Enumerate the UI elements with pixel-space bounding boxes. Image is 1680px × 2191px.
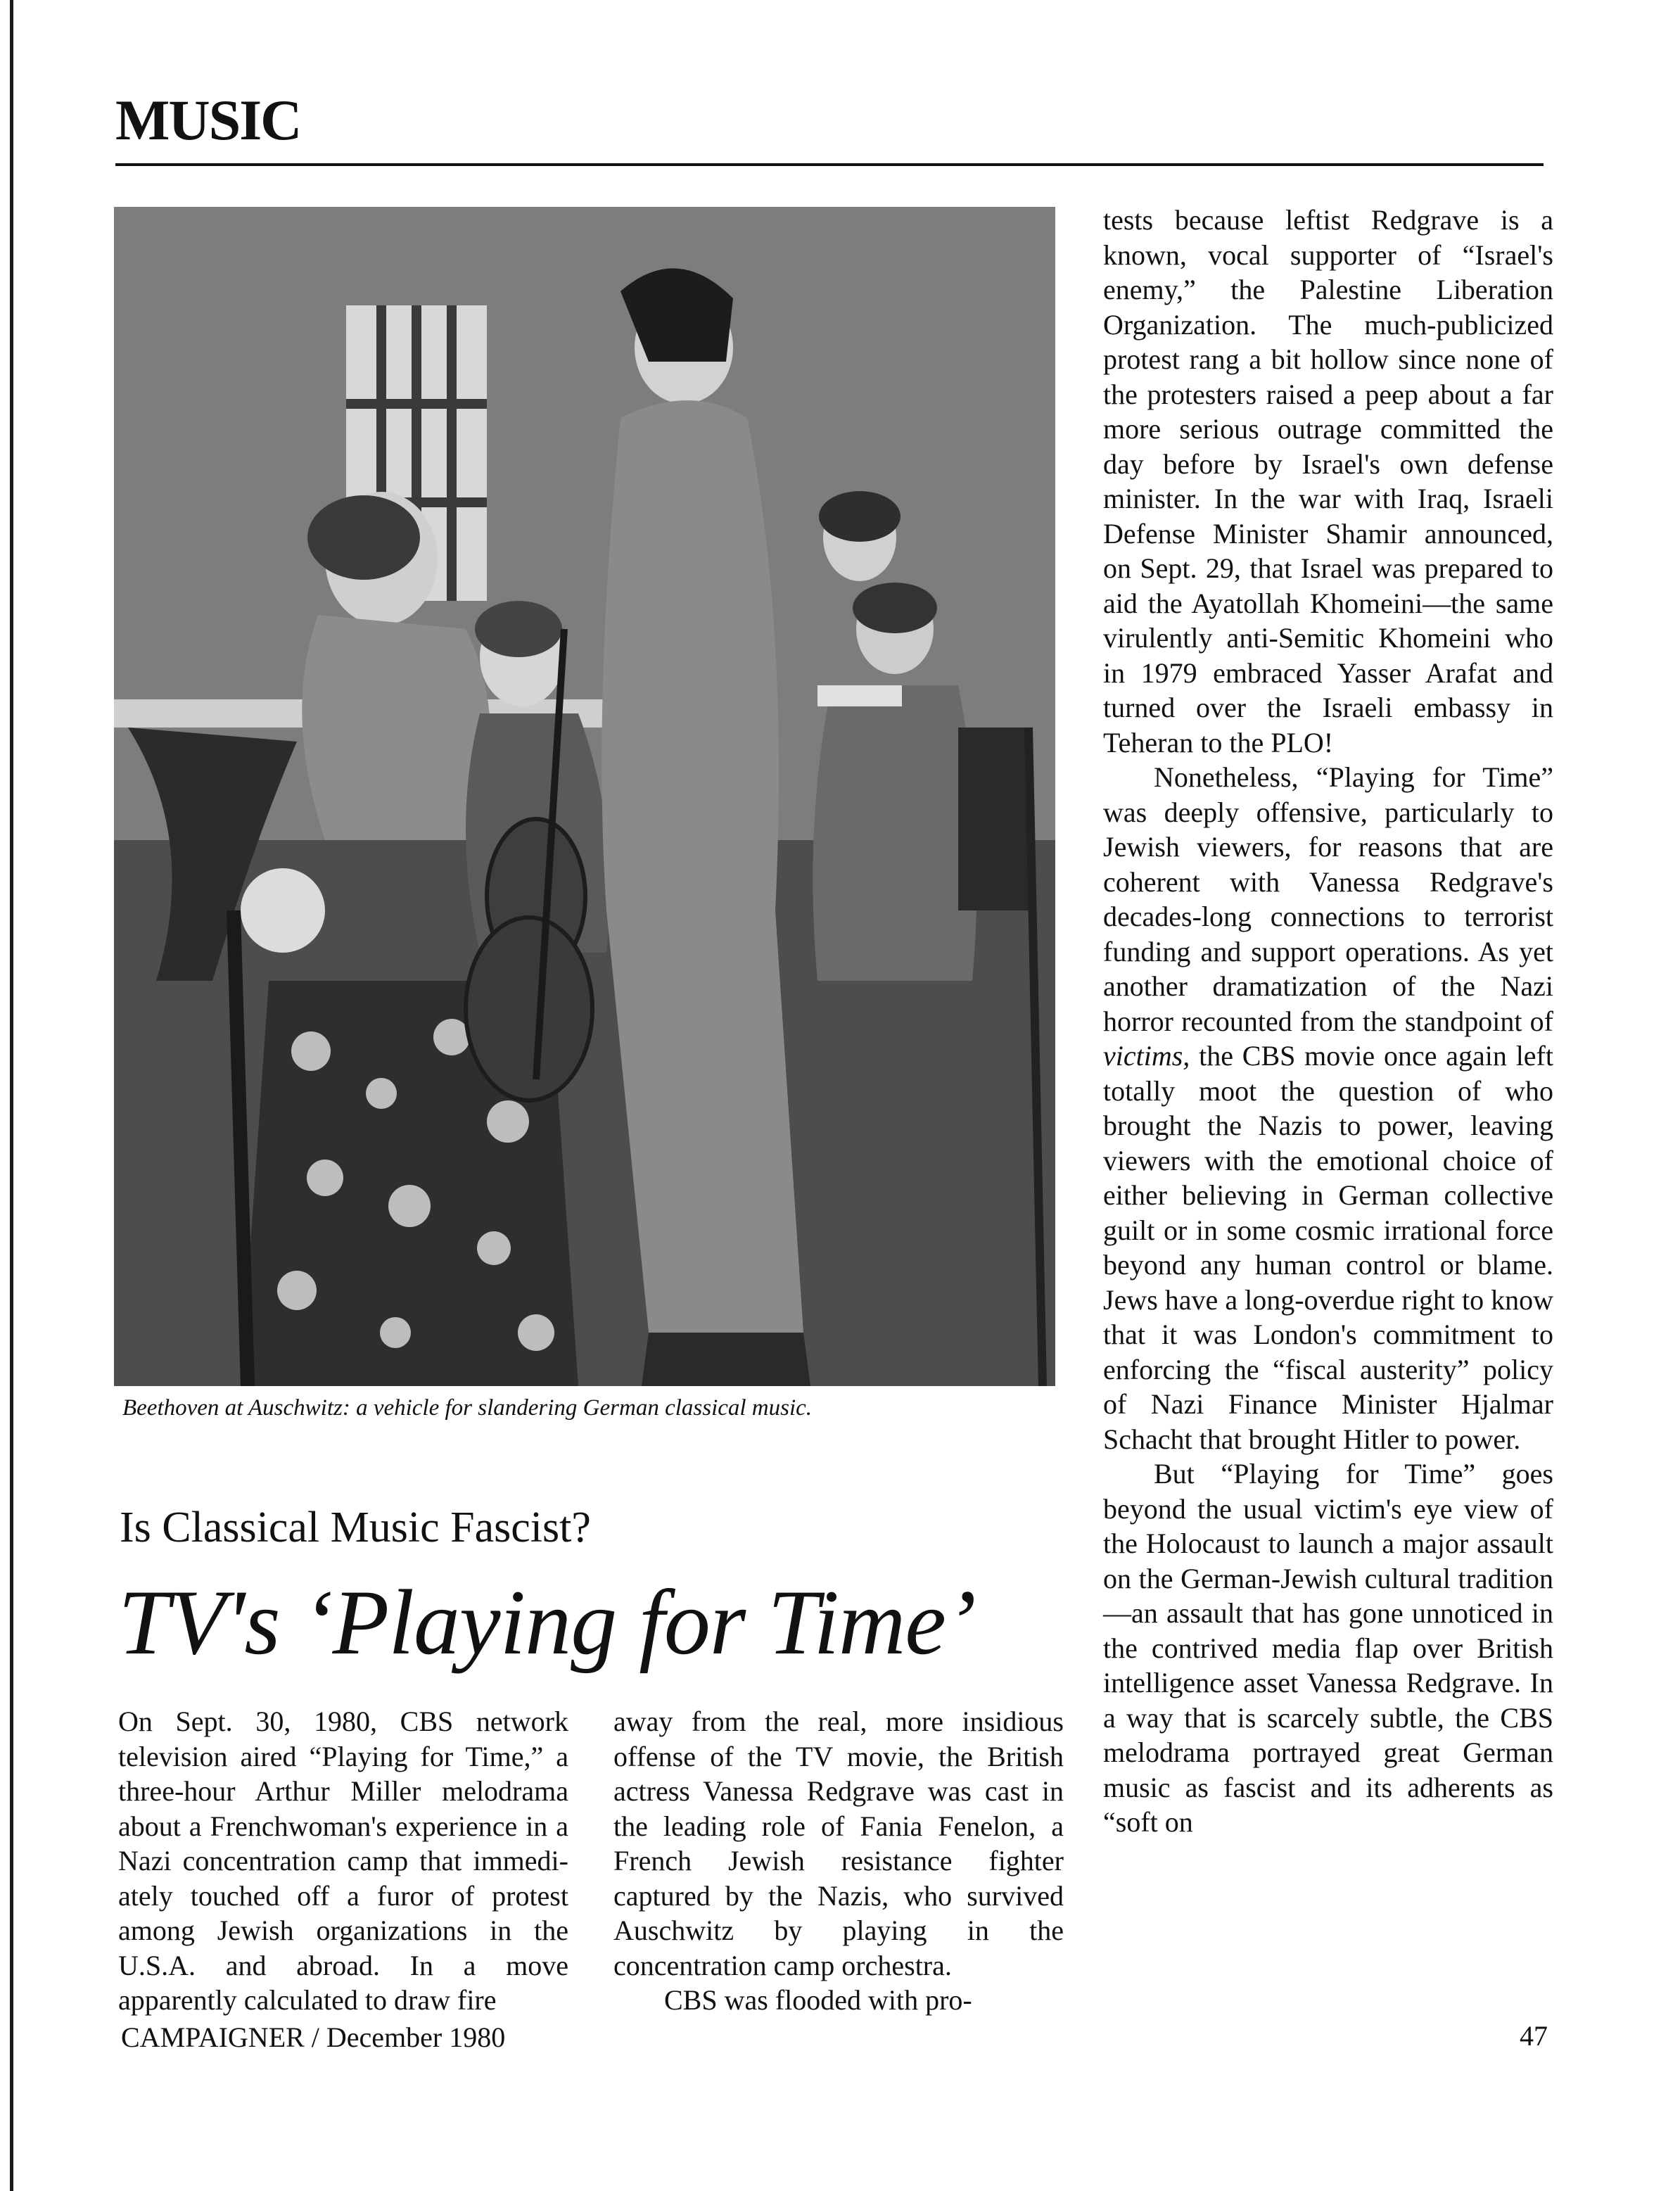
text-column-2 — [613, 1704, 1064, 2018]
photo-caption: Beethoven at Auschwitz: a vehicle for slandering German classical music. — [122, 1395, 813, 1421]
page-edge-rule — [10, 0, 13, 2191]
publication-footer: CAMPAIGNER / December 1980 — [121, 2021, 506, 2053]
photo-illustration — [114, 207, 1055, 1386]
paragraph — [1103, 760, 1553, 1456]
article-headline: TV's ‘Playing for Time’ — [118, 1570, 976, 1674]
article-photo — [114, 207, 1055, 1386]
paragraph: But “Playing for Time” goes beyond the usual victim's eye view of the Holocaust to launch a major assault on the German-Jewish cultural tradition—an assault that has gone unnoticed in the contrived media flap over British intelligence asset Vanessa Redgrave. In a way that is scarcely subtle, the CBS melodrama portrayed great German music as fascist and its adherents as “soft on — [1103, 1458, 1553, 1838]
emphasis: victims, — [1103, 1040, 1190, 1072]
paragraph: tests because leftist Redgrave is a known, vocal supporter of “Israel's enemy,” the Palestine Liberation Organization. The much-publicized protest rang a bit hollow since none of the protesters raised a peep about a far more serious outrage committed the day before by Israel's own defense minister. In the war with Iraq, Israeli Defense Minister Shamir announced, on Sept. 29, that Israel was prepared to aid the Ayatollah Khomeini—the same virulently anti-Semitic Khomeini who in 1979 embraced Yasser Arafat and turned over the Israeli embassy in Teheran to the PLO! — [1103, 204, 1553, 758]
text-run: the CBS movie once again left totally moot the question of who brought the Nazis to power, leaving viewers with the emotional choice of either believing in German collective guilt or in some cosmic irrational force beyond any human control or blame. Jews have a long-overdue right to know that it was London's commitment to enforcing the “fiscal austerity” policy of Nazi Finance Minister Hjalmar Schacht that brought Hitler to power. — [1103, 1040, 1553, 1455]
article-kicker: Is Classical Music Fascist? — [120, 1504, 591, 1551]
text-column-1 — [118, 1704, 568, 2018]
page-number: 47 — [1520, 2020, 1548, 2052]
text-run: Nonetheless, “Playing for Time” was deeply offensive, particularly to Jewish viewers, for reasons that are coherent with Vanessa Redgrave's decades-long connections to terrorist funding and support operations. As yet another dramatization of the Nazi horror recounted from the standpoint of — [1103, 761, 1553, 1037]
paragraph: On Sept. 30, 1980, CBS network television aired “Playing for Time,” a three-hour Arthur Miller melodrama about a Frenchwoman's experience in a Nazi concentration camp that immediately touched off a furor of protest among Jewish organizations in the U.S.A. and abroad. In a move apparently calculated to draw fire — [118, 1706, 568, 2016]
text-column-3 — [1103, 203, 1553, 1840]
paragraph: away from the real, more insidious offense of the TV movie, the British actress Vanessa Redgrave was cast in the leading role of Fania Fenelon, a French Jewish resistance fighter captured by the Nazis, who survived Auschwitz by playing in the concentration camp orchestra. — [613, 1706, 1064, 1981]
section-rule — [115, 163, 1544, 166]
section-label: MUSIC — [115, 88, 301, 152]
paragraph: CBS was flooded with pro- — [664, 1984, 972, 2016]
